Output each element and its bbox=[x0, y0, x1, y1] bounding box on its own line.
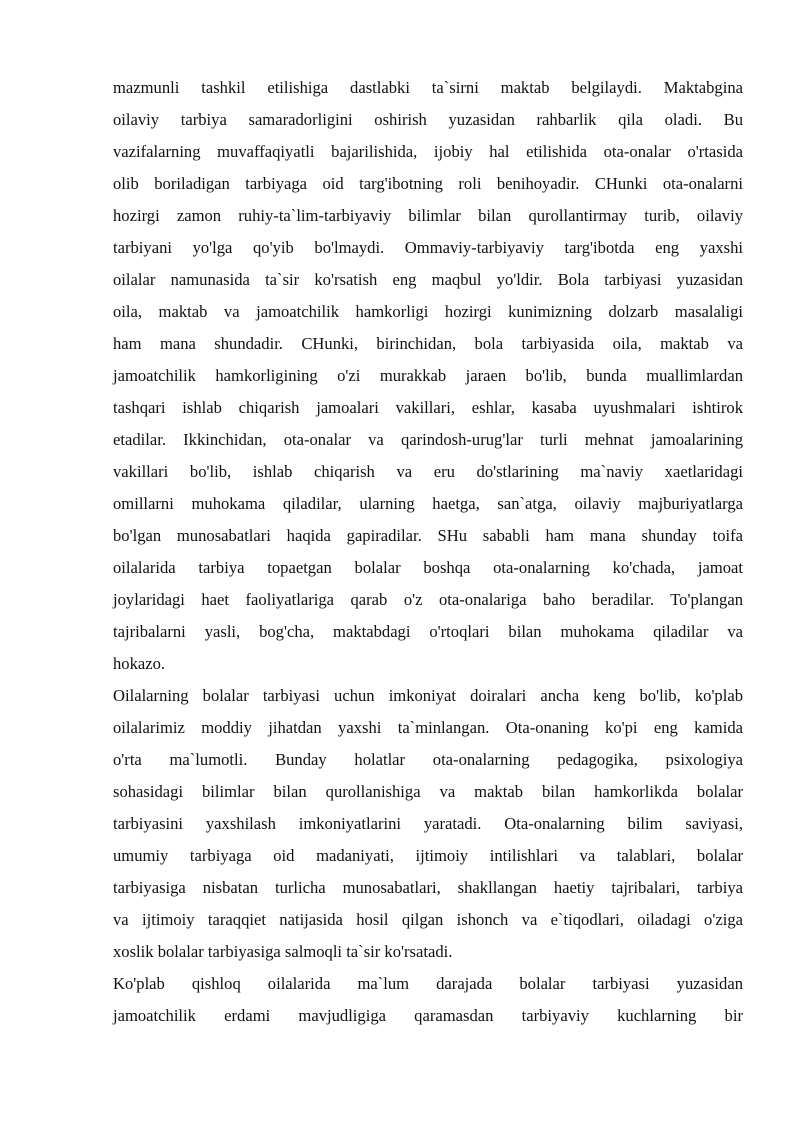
text-line: tarbiyani yo'lga qo'yib bo'lmaydi. Ommaviy-tarbiyaviy targ'ibotda eng yaxshi bbox=[113, 238, 743, 257]
document-page bbox=[113, 72, 743, 1032]
text-line: oilaviy tarbiya samaradorligini oshirish yuzasidan rahbarlik qila oladi. Bu bbox=[113, 110, 743, 129]
text-line: tajribalarni yasli, bog'cha, maktabdagi o'rtoqlari bilan muhokama qiladilar va bbox=[113, 622, 743, 641]
text-line: ham mana shundadir. CHunki, birinchidan, bola tarbiyasida oila, maktab va bbox=[113, 334, 743, 353]
text-line: tarbiyasini yaxshilash imkoniyatlarini yaratadi. Ota-onalarning bilim saviyasi, bbox=[113, 814, 743, 833]
text-line: oilalarida tarbiya topaetgan bolalar boshqa ota-onalarning ko'chada, jamoat bbox=[113, 558, 743, 577]
text-line: jamoatchilik erdami mavjudligiga qaramasdan tarbiyaviy kuchlarning bir bbox=[113, 1006, 743, 1025]
text-line: oilalar namunasida ta`sir ko'rsatish eng maqbul yo'ldir. Bola tarbiyasi yuzasidan bbox=[113, 270, 743, 289]
text-line: olib boriladigan tarbiyaga oid targ'ibotning roli benihoyadir. CHunki ota-onalarni bbox=[113, 174, 743, 193]
text-line: hokazo. bbox=[113, 654, 166, 673]
text-line: bo'lgan munosabatlari haqida gapiradilar. SHu sababli ham mana shunday toifa bbox=[113, 526, 743, 545]
text-line: va ijtimoiy taraqqiet natijasida hosil qilgan ishonch va e`tiqodlari, oiladagi o'ziga bbox=[113, 910, 743, 929]
paragraph-3 bbox=[113, 968, 743, 1032]
text-line: umumiy tarbiyaga oid madaniyati, ijtimoiy intilishlari va talablari, bolalar bbox=[113, 846, 743, 865]
text-line: mazmunli tashkil etilishiga dastlabki ta`sirni maktab belgilaydi. Maktabgina bbox=[113, 78, 743, 97]
text-line: omillarni muhokama qiladilar, ularning haetga, san`atga, oilaviy majburiyatlarga bbox=[113, 494, 743, 513]
text-line: oilalarimiz moddiy jihatdan yaxshi ta`minlangan. Ota-onaning ko'pi eng kamida bbox=[113, 718, 743, 737]
text-line: jamoatchilik hamkorligining o'zi murakkab jaraen bo'lib, bunda muallimlardan bbox=[113, 366, 743, 385]
text-line: oila, maktab va jamoatchilik hamkorligi hozirgi kunimizning dolzarb masalaligi bbox=[113, 302, 743, 321]
text-line: tashqari ishlab chiqarish jamoalari vakillari, eshlar, kasaba uyushmalari ishtirok bbox=[113, 398, 743, 417]
text-line: etadilar. Ikkinchidan, ota-onalar va qarindosh-urug'lar turli mehnat jamoalarining bbox=[113, 430, 743, 449]
text-line: o'rta ma`lumotli. Bunday holatlar ota-onalarning pedagogika, psixologiya bbox=[113, 750, 743, 769]
text-line: vakillari bo'lib, ishlab chiqarish va eru do'stlarining ma`naviy xaetlaridagi bbox=[113, 462, 743, 481]
text-line: joylaridagi haet faoliyatlariga qarab o'z ota-onalariga baho beradilar. To'plangan bbox=[113, 590, 743, 609]
text-line: Ko'plab qishloq oilalarida ma`lum darajada bolalar tarbiyasi yuzasidan bbox=[113, 974, 743, 993]
text-line: sohasidagi bilimlar bilan qurollanishiga va maktab bilan hamkorlikda bolalar bbox=[113, 782, 743, 801]
text-line: Oilalarning bolalar tarbiyasi uchun imkoniyat doiralari ancha keng bo'lib, ko'plab bbox=[113, 686, 743, 705]
paragraph-2 bbox=[113, 680, 743, 968]
text-line: tarbiyasiga nisbatan turlicha munosabatlari, shakllangan haetiy tajribalari, tarbiya bbox=[113, 878, 743, 897]
paragraph-1 bbox=[113, 72, 743, 680]
text-line: xoslik bolalar tarbiyasiga salmoqli ta`sir ko'rsatadi. bbox=[113, 942, 453, 961]
text-line: vazifalarning muvaffaqiyatli bajarilishida, ijobiy hal etilishida ota-onalar o'rtasida bbox=[113, 142, 743, 161]
text-line: hozirgi zamon ruhiy-ta`lim-tarbiyaviy bilimlar bilan qurollantirmay turib, oilaviy bbox=[113, 206, 743, 225]
